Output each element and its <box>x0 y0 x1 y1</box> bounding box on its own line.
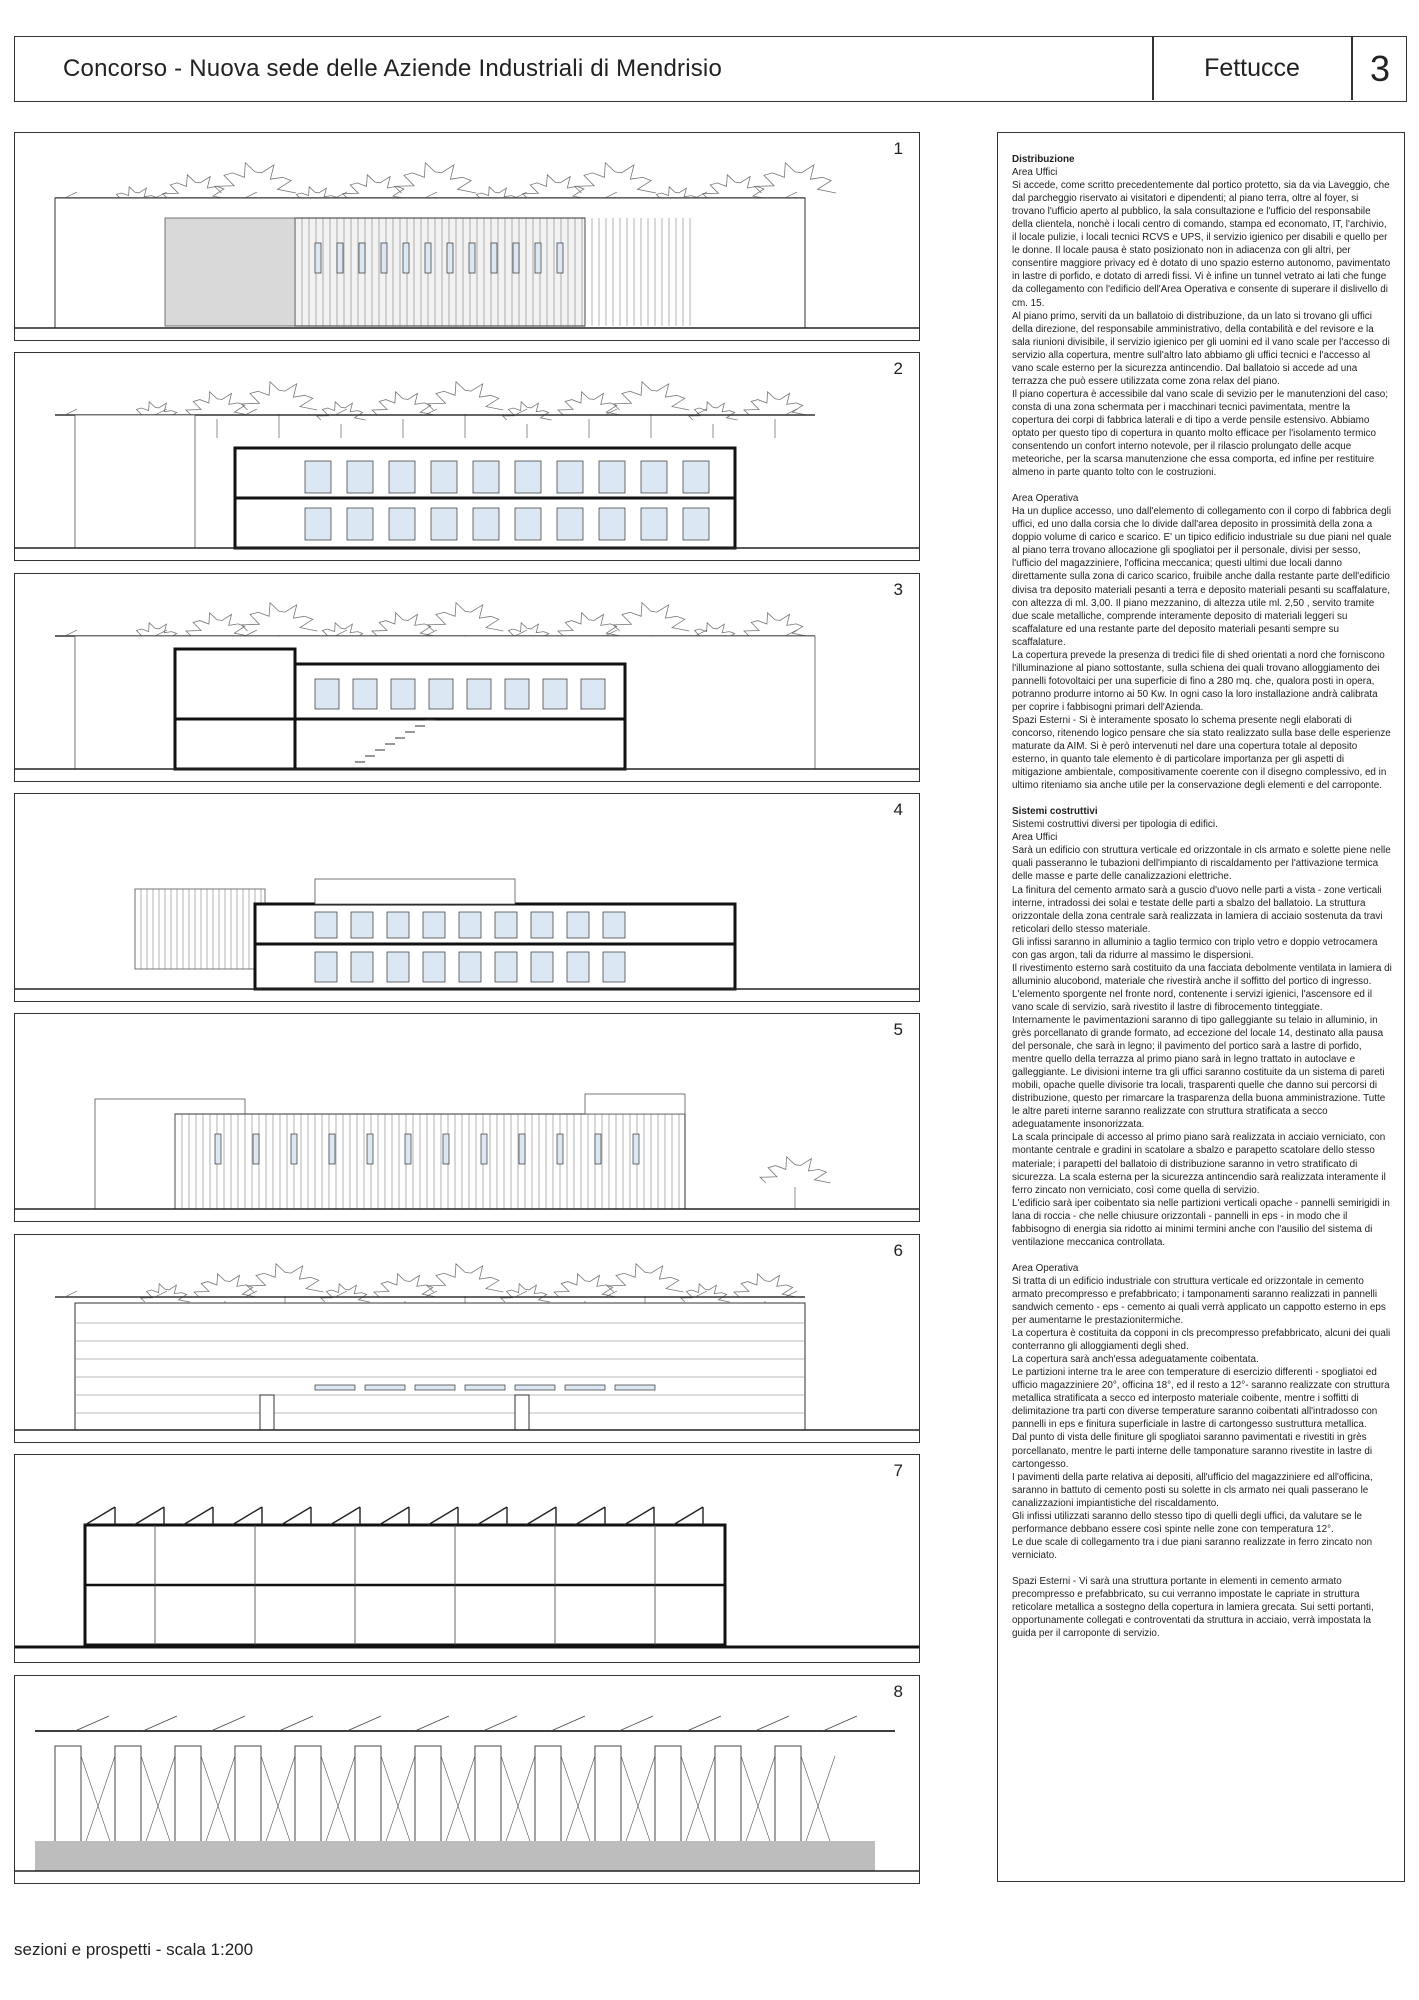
paragraph: Ha un duplice accesso, uno dall'elemento di collegamento con il corpo di fabbrica degli uffici, ed uno dalla corsia che lo divide dall'area deposito in prossimità della zona a doppio volume di carico e scarico. E' un tipico edificio industriale su due piani nel quale al piano terra trovano allocazione gli spogliatoi per il personale, divisi per sesso, l'ufficio del magazziniere, l'officina meccanica; questi ultimi due locali danno direttamente sulla zona di carico scarico, fruibile anche dalla restante parte dell'edificio divisa tra deposito materiali pesanti a terra e deposito materiali pesanti su scaffalature, con altezza di ml. 3,00. Il piano mezzanino, di altezza utile ml. 2,50 , servito tramite due scale metalliche, comprende interamente deposito di materiali leggeri su scaffalature ed una restante parte del deposito materiali pesanti sempre su scaffalature. <box>1012 506 1392 648</box>
drawing-panel-2 <box>14 352 920 561</box>
tree-crown <box>607 1264 683 1292</box>
window <box>615 1385 655 1390</box>
section-cut <box>175 649 295 769</box>
drawing-panel-1 <box>14 132 920 341</box>
roof-truss <box>785 409 797 415</box>
tree-outline <box>613 382 689 438</box>
roof-truss <box>245 630 257 636</box>
tree-crown <box>554 1274 616 1297</box>
tree-crown <box>317 402 366 420</box>
window <box>315 679 339 709</box>
tree-crown <box>558 613 620 636</box>
tree-crown <box>374 1274 436 1297</box>
tree-crown <box>503 402 552 420</box>
window <box>595 1134 601 1164</box>
window <box>531 912 553 938</box>
paragraph: I pavimenti della parte relativa ai depositi, all'ufficio del magazziniere ed all'officina, saranno in battuto di cemento posti su solette in cls armato nei quali passerano le canalizzazioni impiantistiche del riscaldamento. <box>1012 1471 1373 1509</box>
paragraph: La copertura sarà anch'essa adeguatamente coibentata. <box>1012 1354 1259 1366</box>
roof-truss <box>619 1716 653 1731</box>
tree-crown <box>613 382 689 410</box>
section-drawing <box>15 794 919 1001</box>
panel-number: 7 <box>893 1461 903 1480</box>
drawing-panel-6 <box>14 1234 920 1443</box>
drawing-panel-5 <box>14 1013 920 1222</box>
window <box>515 461 541 493</box>
tree-crown <box>141 1284 190 1302</box>
window <box>305 508 331 540</box>
tree-outline <box>503 402 552 438</box>
roof-truss <box>75 1716 109 1731</box>
subsection-heading: Area Uffici <box>1012 832 1058 844</box>
window <box>291 1134 297 1164</box>
window <box>315 952 337 982</box>
window <box>603 912 625 938</box>
window <box>535 243 541 273</box>
building-outline <box>75 1303 805 1430</box>
panel-number: 3 <box>893 580 903 599</box>
paragraph: La copertura è costituita da copponi in cls precompresso prefabbricato, alcuni dei quali conterranno gli alloggiamenti degli shed. <box>1012 1328 1391 1353</box>
section-drawing <box>15 574 919 781</box>
project-title: Concorso - Nuova sede delle Aziende Industriali di Mendrisio <box>63 55 723 82</box>
tree-crown <box>689 402 738 420</box>
paragraph: Internamente le pavimentazioni saranno di tipo galleggiante su telaio in alluminio, in grès porcellanato di grande formato, ad eccezione del locale 14, destinato alla pausa del personale, che sarà in legno; il pavimento del portico sarà a lastre di porfido, mentre quello della terrazza al primo piano sarà in legno trattato in autoclave e galleggiante. Le divisioni interne tra gli uffici saranno costituite da un sistema di pareti mobili, opache quelle divisorie tra locali, trasparenti quelle che danno sui percorsi di distribuzione, questo per rimarcare la trasparenza della buona amministrazione. Tutte le altre pareti interne saranno realizzate con struttura stratificata a secco adeguatamente insonorizzata. <box>1012 1015 1386 1131</box>
panel-number: 4 <box>893 800 903 819</box>
tree-crown <box>523 175 588 199</box>
window <box>347 508 373 540</box>
roof-truss <box>335 409 347 415</box>
elevation-drawing <box>15 133 919 340</box>
window <box>495 912 517 938</box>
window <box>505 679 529 709</box>
shed-roof <box>134 1507 164 1525</box>
drawing-panel-3 <box>14 573 920 782</box>
roof-volume <box>585 1094 685 1114</box>
building-outline <box>75 415 195 548</box>
shed-roof <box>624 1507 654 1525</box>
paragraph: Sistemi costruttivi diversi per tipologia di edifici. <box>1012 819 1218 831</box>
title-block <box>14 36 1407 102</box>
window <box>465 1385 505 1390</box>
window <box>403 243 409 273</box>
window <box>423 912 445 938</box>
window <box>683 461 709 493</box>
project-report <box>997 132 1405 1882</box>
tree-outline <box>241 382 317 438</box>
window <box>443 1134 449 1164</box>
paragraph: Le due scale di collegamento tra i due piani saranno realizzate in ferro zincato non verniciato. <box>1012 1536 1373 1561</box>
roof-truss <box>347 1716 381 1731</box>
window <box>215 1134 221 1164</box>
roof-truss <box>65 409 77 415</box>
window <box>387 952 409 982</box>
tree-crown <box>194 1274 256 1297</box>
paragraph: Dal punto di vista delle finiture gli spogliatoi saranno pavimentati e rivestiti in grès porcellanato, mentre le parti interne delle tamponature saranno rivestite in lastre di cartongesso. <box>1012 1432 1373 1470</box>
window <box>567 952 589 982</box>
tree-crown <box>186 392 248 415</box>
roof-truss <box>823 1716 857 1731</box>
window <box>429 679 453 709</box>
window <box>337 243 343 273</box>
window <box>391 679 415 709</box>
tree-crown <box>395 163 476 193</box>
tree-crown <box>613 603 689 631</box>
portico-shadow <box>165 218 295 326</box>
window <box>473 461 499 493</box>
window <box>557 243 563 273</box>
window <box>359 243 365 273</box>
window <box>543 679 567 709</box>
window <box>683 508 709 540</box>
tree-crown <box>427 1264 503 1292</box>
window <box>581 679 605 709</box>
paragraph: Gli infissi utilizzati saranno dello stesso tipo di quelli degli uffici, da valutare se le performance debbano essere così spinte nelle zone con temperatura 12°. <box>1012 1510 1363 1535</box>
roof-truss <box>211 1716 245 1731</box>
paragraph: L'edificio sarà iper coibentato sia nelle partizioni verticali opache - pannelli semirigidi in lana di roccia - che nelle chiusure orizzontali - pannelli in eps - in modo che il fabbisogno di energia sia ridotto ai minimi termini anche con l'ausilio del sistema di ventilazione meccanica controllata. <box>1012 1197 1390 1248</box>
drawing-panel-8 <box>14 1675 920 1884</box>
tree-outline <box>760 1157 831 1209</box>
tree-outline <box>427 382 503 438</box>
shed-roof <box>232 1507 262 1525</box>
tree-crown <box>703 175 768 199</box>
tree-crown <box>343 175 408 199</box>
paragraph: Si tratta di un edificio industriale con struttura verticale ed orizzontale in cemento armato precompresso e prefabbricato; i tamponamenti saranno realizzati in pannelli sandwich cemento - eps - cemento ai quali verrà applicato un cappotto esterno in eps per aumentarne le prestazionitermiche. <box>1012 1275 1386 1327</box>
door <box>515 1395 529 1430</box>
shed-roof <box>526 1507 556 1525</box>
paragraph: Spazi Esterni - Si è interamente sposato lo schema presente negli elaborati di concorso, ritenendo logico pensare che sia stato realizzato sulla base delle esperienze maturate da AIM. Si è però intervenuti nel dare una copertura totale al deposito esterno, in quanto tale elemento è di particolare importanza per gli aspetti di mitigazione ambientale, compositivamente coerente con il disegno complessivo, ed in ultimo riteniamo sia anche utile per la conservazione degli elementi e del carroponte. <box>1012 714 1391 792</box>
tree-crown <box>744 613 806 636</box>
subsection-heading: Area Operativa <box>1012 493 1079 505</box>
window <box>633 1134 639 1164</box>
panel-number: 2 <box>893 359 903 378</box>
paragraph: Il rivestimento esterno sarà costituito da una facciata debolmente ventilata in lamiera di alluminio alucobond, materiale che rivestirà anche il soffitto del portico di ingresso. L'elemento sporgente nel fronte nord, contenente i servizi igienici, l'ascensore ed il vano scale di servizio, sarà rivestito il lastre di fibrocemento tinteggiate. <box>1012 962 1392 1013</box>
window <box>599 461 625 493</box>
tree-crown <box>163 175 228 199</box>
roof-truss <box>755 1716 789 1731</box>
paragraph: Al piano primo, serviti da un ballatoio di distribuzione, da un lato si trovano gli uffici della direzione, del responsabile amministrativo, della contabilità e del revisore e la sala riunioni divisibile, il servizio igienico per gli uomini ed il vano scale per l'accesso di servizio alla copertura, mentre sull'altro lato abbiamo gli uffici tecnici e l'accesso al vano scale esterno per la sicurezza antincendio. Dal ballatoio si accede ad una terrazza che può essere utilizzata come zona relax del piano. <box>1012 310 1390 387</box>
elevation-drawing <box>15 1235 919 1442</box>
roof-truss <box>335 630 347 636</box>
tree-crown <box>734 1274 796 1297</box>
shed-roof <box>330 1507 360 1525</box>
window <box>557 461 583 493</box>
facade-block <box>175 1114 685 1209</box>
window <box>367 1134 373 1164</box>
elevation-drawing <box>15 1014 919 1221</box>
roof-truss <box>65 192 77 198</box>
window <box>567 912 589 938</box>
roof-truss <box>335 192 347 198</box>
roof-truss <box>515 192 527 198</box>
tree-crown <box>744 392 806 415</box>
drawing-panel-7 <box>14 1454 920 1663</box>
window <box>557 1134 563 1164</box>
roof-truss <box>551 1716 585 1731</box>
paragraph: Il piano copertura è accessibile dal vano scale di sevizio per le manutenzioni del caso; consta di una zona schermata per i macchinari tecnici pavimentata, mentre la copertura dei corpi di fabbrica laterali e di tipo a verde pensile estensivo. Abbiamo optato per questo tipo di copertura in quanto molto efficace per l'isolamento termico consentendo un confort interno notevole, per il rilascio prolungato delle acque meteoriche, per la scarsa manutenzione che essa comporta, ed infine per restituire almeno in parte quanto tolto con le costruzioni. <box>1012 388 1389 479</box>
paragraph: Sarà un edificio con struttura verticale ed orizzontale in cls armato e solette piene nelle quali passeranno le tubazioni dell'impianto di riscaldamento per l'attivazione termica delle masse e parte delle canalizzazioni elettriche. <box>1012 845 1391 883</box>
roof-truss <box>695 192 707 198</box>
roof-truss <box>155 630 167 636</box>
tree-crown <box>427 603 503 631</box>
shed-roof <box>85 1507 115 1525</box>
roof-truss <box>65 1291 77 1297</box>
window <box>473 508 499 540</box>
tree-crown <box>681 1284 730 1302</box>
roof-truss <box>155 409 167 415</box>
tree-crown <box>558 392 620 415</box>
shed-roof <box>477 1507 507 1525</box>
shed-roof <box>281 1507 311 1525</box>
window <box>405 1134 411 1164</box>
drawing-panel-4 <box>14 793 920 1002</box>
tree-crown <box>372 392 434 415</box>
tree-crown <box>501 1284 550 1302</box>
section-heading: Distribuzione <box>1012 154 1075 165</box>
window <box>531 952 553 982</box>
window <box>495 952 517 982</box>
canopy-section-drawing <box>15 1676 919 1883</box>
tree-crown <box>241 603 317 631</box>
paragraph: Le partizioni interne tra le aree con temperature di esercizio differenti - spogliatoi ed ufficio magazziniere 20°, officina 18°, ed il resto a 12°- saranno realizzate con struttura metallica stratificata a secco ed interposto materiale coibente, mentre i soffitti di delimitazione tra parti con diverse temperature saranno coibentati all'intradosso con pannelli in eps e finitura superficiale in lastre di cartongesso sustruttura metallica. <box>1012 1367 1390 1431</box>
shed-roof <box>379 1507 409 1525</box>
section-cut <box>295 664 625 769</box>
panel-number: 5 <box>893 1020 903 1039</box>
paragraph: Gli infissi saranno in alluminio a taglio termico con triplo vetro e doppio vetrocamera con gas argon, tali da ridurre al massimo le dispersioni. <box>1012 936 1378 961</box>
tree-crown <box>186 613 248 636</box>
tree-crown <box>247 1264 323 1292</box>
tree-outline <box>689 402 738 438</box>
window <box>431 508 457 540</box>
drawing-caption: sezioni e prospetti - scala 1:200 <box>14 1940 254 1959</box>
window <box>557 508 583 540</box>
roof-truss <box>245 409 257 415</box>
tree-crown <box>755 163 836 193</box>
shed-roof <box>183 1507 213 1525</box>
building-outline <box>135 889 265 969</box>
panel-number: 6 <box>893 1241 903 1260</box>
section-heading: Sistemi costruttivi <box>1012 806 1098 818</box>
paragraph: Spazi Esterni - Vi sarà una struttura portante in elementi in cemento armato precompresso e prefabbricato, su cui verranno impostate le capriate in struttura reticolare metallica a sostegno della copertura in lamiera grecata. Sui setti portanti, opportunamente collegati e controventati da struttura in acciaio, verrà impostata la guida per il carroponte di servizio. <box>1012 1575 1374 1640</box>
window <box>415 1385 455 1390</box>
section-drawing <box>15 1455 919 1662</box>
window <box>565 1385 605 1390</box>
window <box>469 243 475 273</box>
window <box>389 508 415 540</box>
section-drawing <box>15 353 919 560</box>
window <box>387 912 409 938</box>
window <box>351 912 373 938</box>
tree-crown <box>760 1157 831 1183</box>
window <box>431 461 457 493</box>
window <box>519 1134 525 1164</box>
window <box>641 508 667 540</box>
roof-truss <box>415 1716 449 1731</box>
window <box>315 243 321 273</box>
roof-truss <box>785 630 797 636</box>
subsection-heading: Area Operativa <box>1012 1262 1079 1274</box>
shed-roof <box>575 1507 605 1525</box>
window <box>481 1134 487 1164</box>
window <box>459 952 481 982</box>
paragraph: La scala principale di accesso al primo piano sarà realizzata in acciaio verniciato, con montante centrale e gradini in scatolare a sbalzo e parapetto scatolare dello stesso materiale; i parapetti del ballatoio di distribuzione saranno in vetro stratificato di sicurezza. La scala esterna per la sicurezza antincendio sarà realizzata interamente il ferro zincato non verniciato, così come quella di servizio. <box>1012 1132 1386 1196</box>
window <box>513 243 519 273</box>
window <box>515 1385 555 1390</box>
window <box>353 679 377 709</box>
window <box>599 508 625 540</box>
roof-volume <box>315 879 515 904</box>
window <box>351 952 373 982</box>
sheet-number: 3 <box>1369 48 1391 89</box>
tree-crown <box>215 163 296 193</box>
window <box>425 243 431 273</box>
window <box>491 243 497 273</box>
roof-truss <box>143 1716 177 1731</box>
window <box>459 912 481 938</box>
window <box>467 679 491 709</box>
tree-crown <box>321 1284 370 1302</box>
window <box>347 461 373 493</box>
shed-roof <box>428 1507 458 1525</box>
door <box>260 1395 274 1430</box>
shed-roof <box>673 1507 703 1525</box>
tree-crown <box>575 163 656 193</box>
window <box>329 1134 335 1164</box>
window <box>515 508 541 540</box>
ground-band <box>35 1841 875 1871</box>
window <box>253 1134 259 1164</box>
subsection-heading: Area Uffici <box>1012 167 1058 179</box>
paragraph: Si accede, come scritto precedentemente dal portico protetto, sia da via Laveggio, che dal parcheggio riservato ai visitatori e dipendenti; al piano terra, oltre al foyer, si trovano l'ufficio aperto al pubblico, la sala consultazione e l'ufficio del responsabile della clientela, nonchè i locali centro di comando, stampa ed economato, IT, l'archivio, il locale pulizie, i locali tecnici RCVS e UPS, il servizio igienico per disabili e quello per le donne. Il locale pausa è stato posizionato non in adiacenza con gli altri, per consentire maggiore privacy ed è dotato di uno spazio esterno autonomo, pavimentato in lastre di porfido, e dotato di arredi fissi. Vi è infine un tunnel vetrato ai lati che funge da collegamento con l'edificio dell'Area Operativa e consente di superare il dislivello di cm. 15. <box>1012 180 1391 309</box>
roof-truss <box>483 1716 517 1731</box>
window <box>603 952 625 982</box>
paragraph: La finitura del cemento armato sarà a guscio d'uovo nelle parti a vista - zone verticali interne, intradossi dei solai e testate delle parti a sbalzo del ballatoio. La struttura orizzontale della zona centrale sarà realizzata in lamiera di acciaio sostenuta da travi reticolari dello stesso materiale. <box>1012 884 1383 935</box>
roof-truss <box>65 630 77 636</box>
tree-crown <box>427 382 503 410</box>
panel-number: 1 <box>893 139 903 158</box>
roof-truss <box>279 1716 313 1731</box>
tree-outline <box>317 402 366 438</box>
window <box>381 243 387 273</box>
window <box>315 912 337 938</box>
roof-truss <box>155 192 167 198</box>
window <box>305 461 331 493</box>
tree-crown <box>241 382 317 410</box>
paragraph: La copertura prevede la presenza di tredici file di shed orientati a nord che forniscono l'illuminazione al piano sottostante, sulla schiena dei quali trovano alloggiamento dei pannelli fotovoltaici per una superficie di fino a 280 mq. che, qualora posti in opera, potranno produrre intorno ai 50 Kw. In ogni caso la loro installazione andrà calibrata per coprire i fabbisogni primari dell'Azienda. <box>1012 649 1385 713</box>
window <box>641 461 667 493</box>
tree-crown <box>372 613 434 636</box>
window <box>315 1385 355 1390</box>
window <box>365 1385 405 1390</box>
window <box>389 461 415 493</box>
panel-number: 8 <box>893 1682 903 1701</box>
window <box>423 952 445 982</box>
roof-truss <box>687 1716 721 1731</box>
window <box>447 243 453 273</box>
project-code: Fettucce <box>1204 54 1300 82</box>
